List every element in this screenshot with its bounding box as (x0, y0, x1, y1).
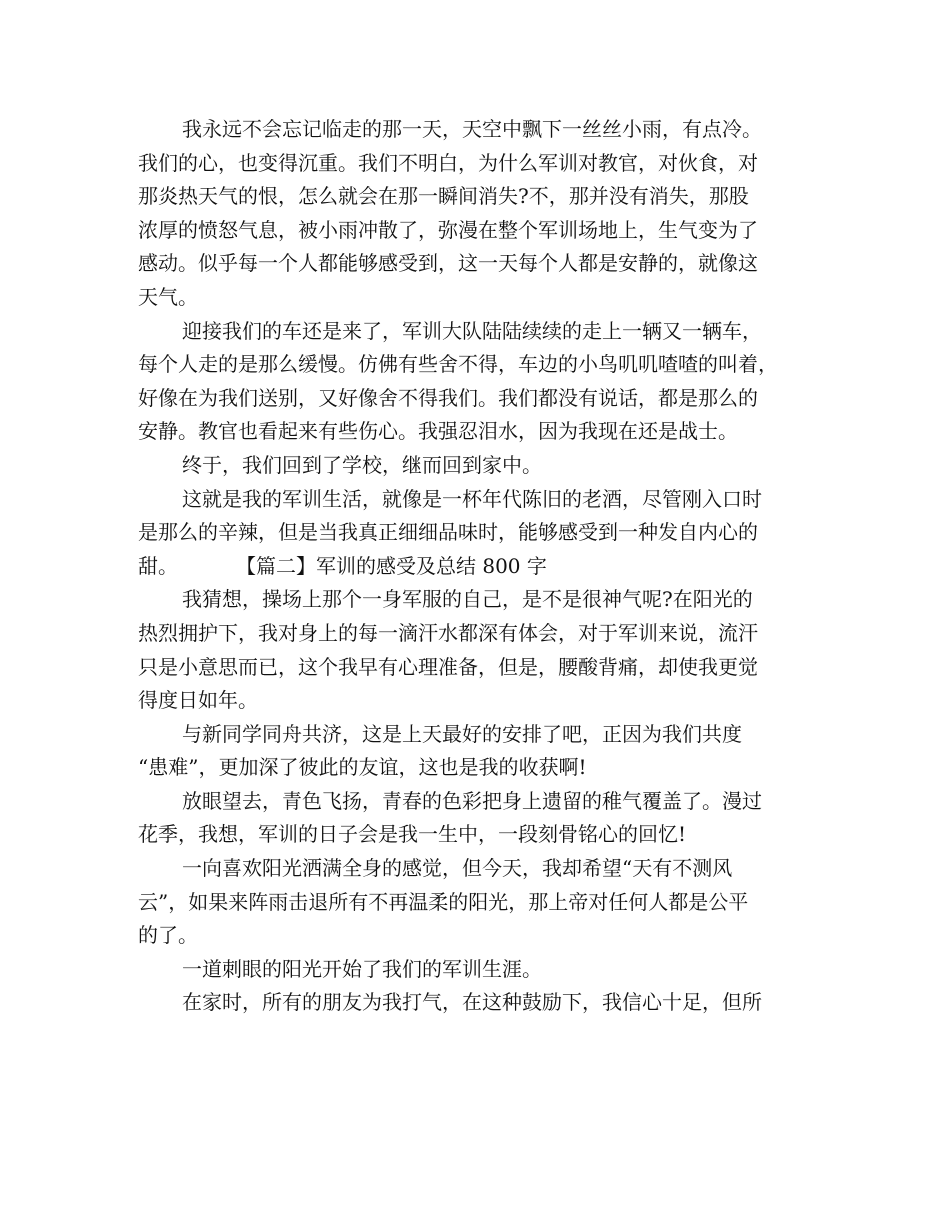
text-line-with-heading (138, 550, 818, 584)
text-line: 我永远不会忘记临走的那一天，天空中飘下一丝丝小雨，有点冷。 (182, 117, 762, 141)
text-line: 甜。 (138, 553, 178, 578)
text-line: 放眼望去，青色飞扬，青春的色彩把身上遗留的稚气覆盖了。漫过 (182, 788, 762, 813)
text-line: 云”，如果来阵雨击退所有不再温柔的阳光，那上帝对任何人都是公平 (138, 889, 749, 914)
text-line: 感动。似乎每一个人都能够感受到，这一天每个人都是安静的，就像这 (138, 251, 758, 276)
text-line: 的了。 (138, 923, 198, 948)
text-line: 我们的心，也变得沉重。我们不明白，为什么军训对教官，对伙食，对 (138, 150, 758, 175)
text-line: 好像在为我们送别，又好像舍不得我们。我们都没有说话，都是那么的 (138, 385, 758, 410)
section-heading: 【篇二】军训的感受及总结 800 字 (236, 553, 547, 578)
text-line: 这就是我的军训生活，就像是一杯年代陈旧的老酒，尽管刚入口时 (182, 486, 762, 511)
text-line: 那炎热天气的恨，怎么就会在那一瞬间消失?不，那并没有消失，那股 (138, 184, 749, 209)
text-line: 热烈拥护下，我对身上的每一滴汗水都深有体会，对于军训来说，流汗 (138, 620, 758, 645)
text-line: 一向喜欢阳光洒满全身的感觉，但今天，我却希望“天有不测风 (182, 856, 733, 881)
document-body (138, 113, 818, 1020)
text-line: 每个人走的是那么缓慢。仿佛有些舍不得，车边的小鸟叽叽喳喳的叫着， (138, 352, 778, 377)
text-line: 我猜想，操场上那个一身军服的自己，是不是很神气呢?在阳光的 (182, 587, 753, 612)
text-line: 只是小意思而已，这个我早有心理准备，但是，腰酸背痛，却使我更觉 (138, 654, 758, 679)
text-line: 得度日如年。 (138, 688, 258, 713)
text-line: 安静。教官也看起来有些伤心。我强忍泪水，因为我现在还是战士。 (138, 419, 738, 444)
text-line: 与新同学同舟共济，这是上天最好的安排了吧，正因为我们共度 (182, 721, 742, 746)
text-line: “患难”，更加深了彼此的友谊，这也是我的收获啊! (138, 755, 587, 780)
text-line: 花季，我想，军训的日子会是我一生中，一段刻骨铭心的回忆! (138, 822, 687, 847)
text-line: 一道刺眼的阳光开始了我们的军训生涯。 (182, 956, 542, 981)
text-line: 迎接我们的车还是来了，军训大队陆陆续续的走上一辆又一辆车， (182, 318, 762, 343)
text-line: 在家时，所有的朋友为我打气，在这种鼓励下，我信心十足，但所 (182, 990, 762, 1015)
text-line: 终于，我们回到了学校，继而回到家中。 (182, 452, 542, 477)
text-line: 浓厚的愤怒气息，被小雨冲散了，弥漫在整个军训场地上，生气变为了 (138, 217, 758, 242)
text-line: 天气。 (138, 284, 198, 309)
text-line: 是那么的辛辣，但是当我真正细细品味时，能够感受到一种发自内心的 (138, 520, 758, 545)
